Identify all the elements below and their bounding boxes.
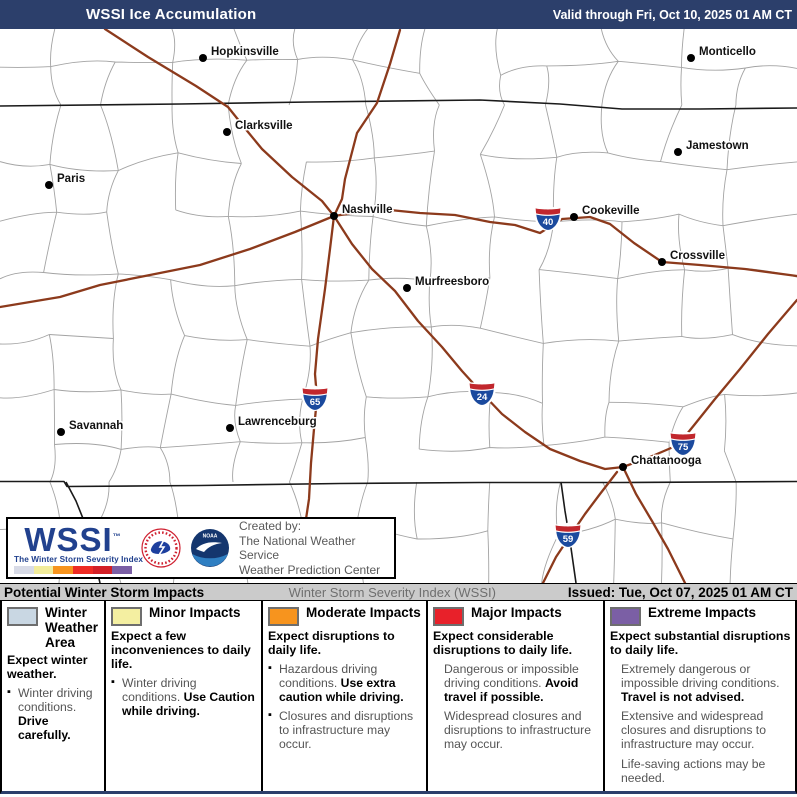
wssi-severity-colorbar [14, 566, 132, 574]
city-dot-jamestown [674, 148, 682, 156]
legend-detail-item: ▪ Closures and disruptions to infrastructure may occur. [268, 710, 422, 751]
severity-bar-segment-4 [93, 566, 113, 574]
city-dot-nashville [330, 212, 338, 220]
header-bar [0, 0, 797, 29]
city-label-clarksville: Clarksville [235, 120, 293, 132]
issued-timestamp: Issued: Tue, Oct 07, 2025 01 AM CT [567, 584, 793, 600]
city-label-lawrenceburg: Lawrenceburg [238, 416, 317, 428]
city-label-savannah: Savannah [69, 420, 124, 432]
created-by-text [239, 519, 388, 577]
city-dot-clarksville [223, 128, 231, 136]
city-dot-murfreesboro [403, 284, 411, 292]
city-label-murfreesboro: Murfreesboro [415, 276, 490, 288]
created-by-line2: The National Weather Service [239, 533, 356, 562]
severity-bar-segment-0 [14, 566, 34, 574]
legend-lead-text: Expect substantial disruptions to daily life. [610, 629, 791, 658]
legend-detail-item: Life-saving actions may be needed. [621, 756, 766, 785]
city-label-monticello: Monticello [699, 46, 756, 58]
city-label-jamestown: Jamestown [686, 140, 749, 152]
status-left-label: Potential Winter Storm Impacts [4, 584, 205, 600]
legend-title: Minor Impacts [149, 605, 241, 620]
interstate-75-shield-icon [669, 431, 697, 457]
legend-lead-text: Expect winter weather. [7, 653, 88, 682]
city-label-nashville: Nashville [342, 204, 393, 216]
legend-swatch [7, 607, 38, 626]
legend-column-minor-impacts [106, 601, 263, 791]
page-title: WSSI Ice Accumulation [86, 6, 257, 23]
noaa-seal-icon [190, 528, 230, 568]
valid-through-text: Valid through Fri, Oct 10, 2025 01 AM CT [552, 7, 792, 22]
legend-detail-item: ▪ Winter driving conditions. Drive carefully. [7, 687, 100, 742]
interstate-65-shield-icon [301, 386, 329, 412]
legend-title: Extreme Impacts [648, 605, 757, 620]
legend-detail-item: Extensive and widespread closures and disruptions to infrastructure may occur. [621, 709, 766, 751]
legend-detail-item: ▪ Hazardous driving conditions. Use extra caution while driving. [268, 663, 422, 704]
legend-header [111, 605, 257, 626]
status-center-label: Winter Storm Severity Index (WSSI) [288, 584, 496, 600]
city-label-paris: Paris [57, 173, 86, 185]
svg-text:40: 40 [542, 217, 554, 228]
legend-title: Moderate Impacts [306, 605, 421, 620]
wssi-wordmark: WSSI™ [24, 521, 122, 558]
legend-header [7, 605, 100, 650]
svg-text:24: 24 [476, 392, 488, 403]
svg-text:75: 75 [677, 442, 689, 453]
city-label-cookeville: Cookeville [582, 205, 640, 217]
svg-text:59: 59 [562, 534, 574, 545]
nws-seal-icon [141, 528, 181, 568]
severity-bar-segment-5 [112, 566, 132, 574]
legend-swatch [268, 607, 299, 626]
city-dot-chattanooga [619, 463, 627, 471]
legend-column-winter-weather-area [2, 601, 106, 791]
impact-legend [0, 601, 797, 794]
legend-column-major-impacts [428, 601, 605, 791]
legend-title: Winter Weather Area [45, 605, 99, 651]
county-boundaries [0, 29, 797, 583]
city-dot-monticello [687, 54, 695, 62]
legend-swatch [433, 607, 464, 626]
interstate-59-shield-icon [554, 523, 582, 549]
trademark-symbol: ™ [112, 532, 122, 541]
legend-detail-item: Dangerous or impossible driving conditions. Avoid travel if possible. [444, 662, 579, 704]
severity-bar-segment-1 [34, 566, 54, 574]
state-borders [0, 100, 797, 583]
highways [0, 29, 797, 583]
noaa-text: NOAA [202, 533, 218, 540]
created-by-line1: Created by: [239, 519, 302, 533]
wssi-logo [14, 521, 144, 574]
city-dot-crossville [658, 258, 666, 266]
county-line [0, 29, 797, 583]
legend-swatch [111, 607, 142, 626]
legend-lead-text: Expect a few inconveniences to daily life. [111, 629, 251, 672]
city-dot-lawrenceburg [226, 424, 234, 432]
legend-detail-item: Widespread closures and disruptions to infrastructure may occur. [444, 709, 591, 751]
severity-bar-segment-3 [73, 566, 93, 574]
city-dot-paris [45, 181, 53, 189]
city-dot-savannah [57, 428, 65, 436]
interstate-40-shield-icon [534, 206, 562, 232]
city-label-chattanooga: Chattanooga [631, 455, 702, 467]
city-label-hopkinsville: Hopkinsville [211, 46, 279, 58]
map-canvas [0, 29, 797, 583]
status-bar [0, 583, 797, 601]
city-dot-hopkinsville [199, 54, 207, 62]
legend-header [268, 605, 422, 626]
svg-text:65: 65 [309, 397, 321, 408]
legend-detail-item: Extremely dangerous or impossible driving conditions. Travel is not advised. [621, 662, 780, 704]
map [0, 29, 797, 583]
legend-title: Major Impacts [471, 605, 562, 620]
city-label-crossville: Crossville [670, 250, 725, 262]
legend-swatch [610, 607, 641, 626]
legend-column-moderate-impacts [263, 601, 428, 791]
legend-header [433, 605, 599, 626]
legend-lead-text: Expect considerable disruptions to daily life. [433, 629, 573, 658]
legend-column-extreme-impacts [605, 601, 795, 791]
city-dot-cookeville [570, 213, 578, 221]
legend-detail-item: ▪ Winter driving conditions. Use Caution while driving. [111, 677, 257, 718]
wssi-subtitle: The Winter Storm Severity Index [14, 555, 144, 564]
legend-lead-text: Expect disruptions to daily life. [268, 629, 395, 658]
legend-header [610, 605, 791, 626]
severity-bar-segment-2 [53, 566, 73, 574]
created-by-line3: Weather Prediction Center [239, 562, 381, 577]
wssi-logo-box [6, 517, 396, 579]
